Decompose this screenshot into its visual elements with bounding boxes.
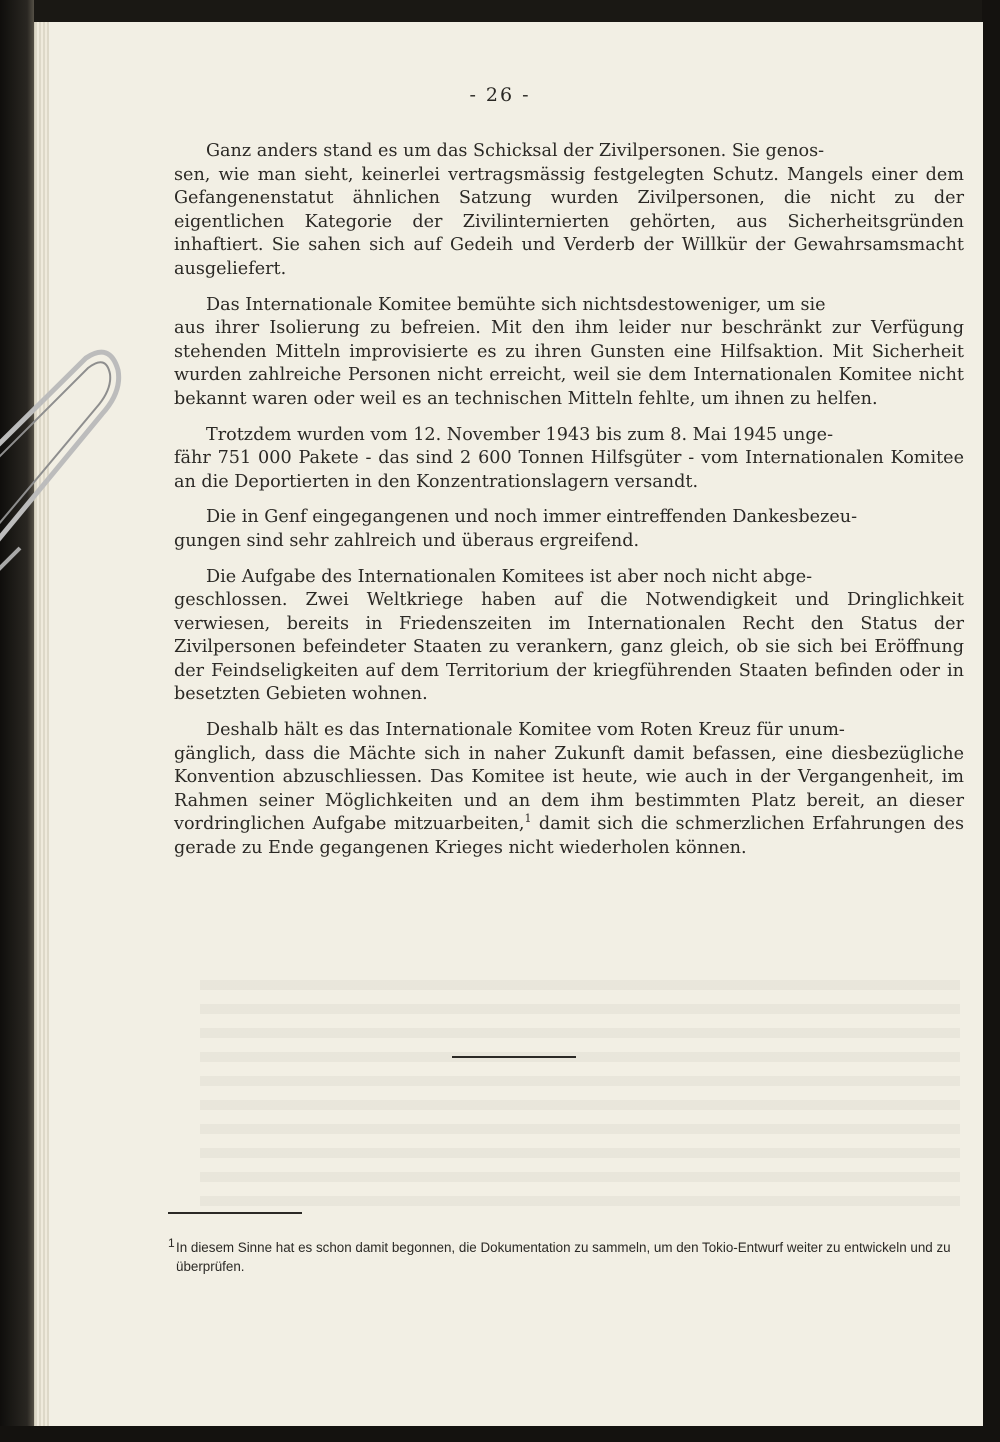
footnote-text: In diesem Sinne hat es schon damit begonnen, die Dokumentation zu sammeln, um den Tokio-Entwurf weiter zu entwickeln und zu überprüfen.: [176, 1240, 951, 1274]
page-number: - 26 -: [469, 84, 531, 106]
scan-bottom-border: [0, 1426, 1000, 1442]
paragraph-first-line: Die Aufgabe des Internationalen Komitees ist aber noch nicht abge-: [206, 566, 813, 587]
paragraph-first-line: Deshalb hält es das Internationale Komitee vom Roten Kreuz für unum-: [206, 720, 845, 741]
footnote-mark: 1: [168, 1236, 175, 1250]
body-text: [174, 140, 964, 873]
paragraph-body: sen, wie man sieht, keinerlei vertragsmässig festgelegten Schutz. Mangels einer dem Gefangenenstatut ähnlichen Satzung wurden Zivilpersonen, die nicht zu der eigentlichen Kategorie der Zivilinternierten gehörten, aus Sicherheitsgründen inhaftiert. Sie sahen sich auf Gedeih und Verderb der Willkür der Gewahrsamsmacht ausgeliefert.: [174, 164, 964, 279]
paragraph-body: gungen sind sehr zahlreich und überaus ergreifend.: [174, 530, 640, 551]
paragraph: [174, 140, 964, 282]
scan-left-border: [0, 0, 34, 1442]
paragraph-body: aus ihrer Isolierung zu befreien. Mit den ihm leider nur beschränkt zur Verfügung stehenden Mitteln improvisierte es zu ihren Gunsten eine Hilfsaktion. Mit Sicherheit wurden zahlreiche Personen nicht erreicht, weil sie dem Internationalen Komitee nicht bekannt waren oder weil es an technischen Mitteln fehlte, um ihnen zu helfen.: [174, 318, 964, 409]
paragraph-first-line: Das Internationale Komitee bemühte sich nichtsdestoweniger, um sie: [206, 294, 826, 315]
paragraph-body: geschlossen. Zwei Weltkriege haben auf die Notwendigkeit und Dringlichkeit verwiesen, bereits in Friedenszeiten im Internationalen Recht den Status der Zivilpersonen befeindeter Staaten zu verankern, ganz gleich, ob sie sich bei Eröffnung der Feindseligkeiten auf dem Territorium der kriegführenden Staaten befinden oder in besetzten Gebieten wohnen.: [174, 590, 964, 705]
footnote-reference: 1: [524, 812, 532, 826]
bleed-through-shadow: [200, 980, 960, 1220]
paragraph-first-line: Trotzdem wurden vom 12. November 1943 bis zum 8. Mai 1945 unge-: [206, 424, 834, 445]
paragraph-body: fähr 751 000 Pakete - das sind 2 600 Tonnen Hilfsgüter - vom Internationalen Komitee an die Deportierten in den Konzentrationslagern versandt.: [174, 448, 964, 492]
paragraph-first-line: Die in Genf eingegangenen und noch immer eintreffenden Dankesbezeu-: [206, 507, 858, 528]
paragraph: [174, 294, 964, 412]
paragraph-body: gänglich, dass die Mächte sich in naher Zukunft damit befassen, eine diesbezügliche Konvention abzuschliessen. Das Komitee ist heute, wie auch in der Vergangenheit, im Rahmen seiner Möglichkeiten und an dem ihm bestimmten Platz bereit, an dieser vordringlichen Aufgabe mitzuarbeiten,: [174, 743, 964, 835]
paragraph-body-end: damit sich die schmerzlichen Erfahrungen des gerade zu Ende gegangenen Krieges nicht wiederholen können.: [174, 814, 964, 859]
section-divider: [452, 1056, 576, 1058]
scan-right-border: [982, 0, 1000, 1442]
footnote-divider: [168, 1212, 302, 1214]
paragraph: [174, 424, 964, 495]
page-stack-edge: [35, 22, 49, 1426]
paragraph: [174, 566, 964, 708]
paragraph: [174, 719, 964, 861]
paragraph: [174, 506, 964, 553]
footnote: [168, 1238, 958, 1276]
paragraph-first-line: Ganz anders stand es um das Schicksal der Zivilpersonen. Sie genos-: [206, 141, 825, 161]
